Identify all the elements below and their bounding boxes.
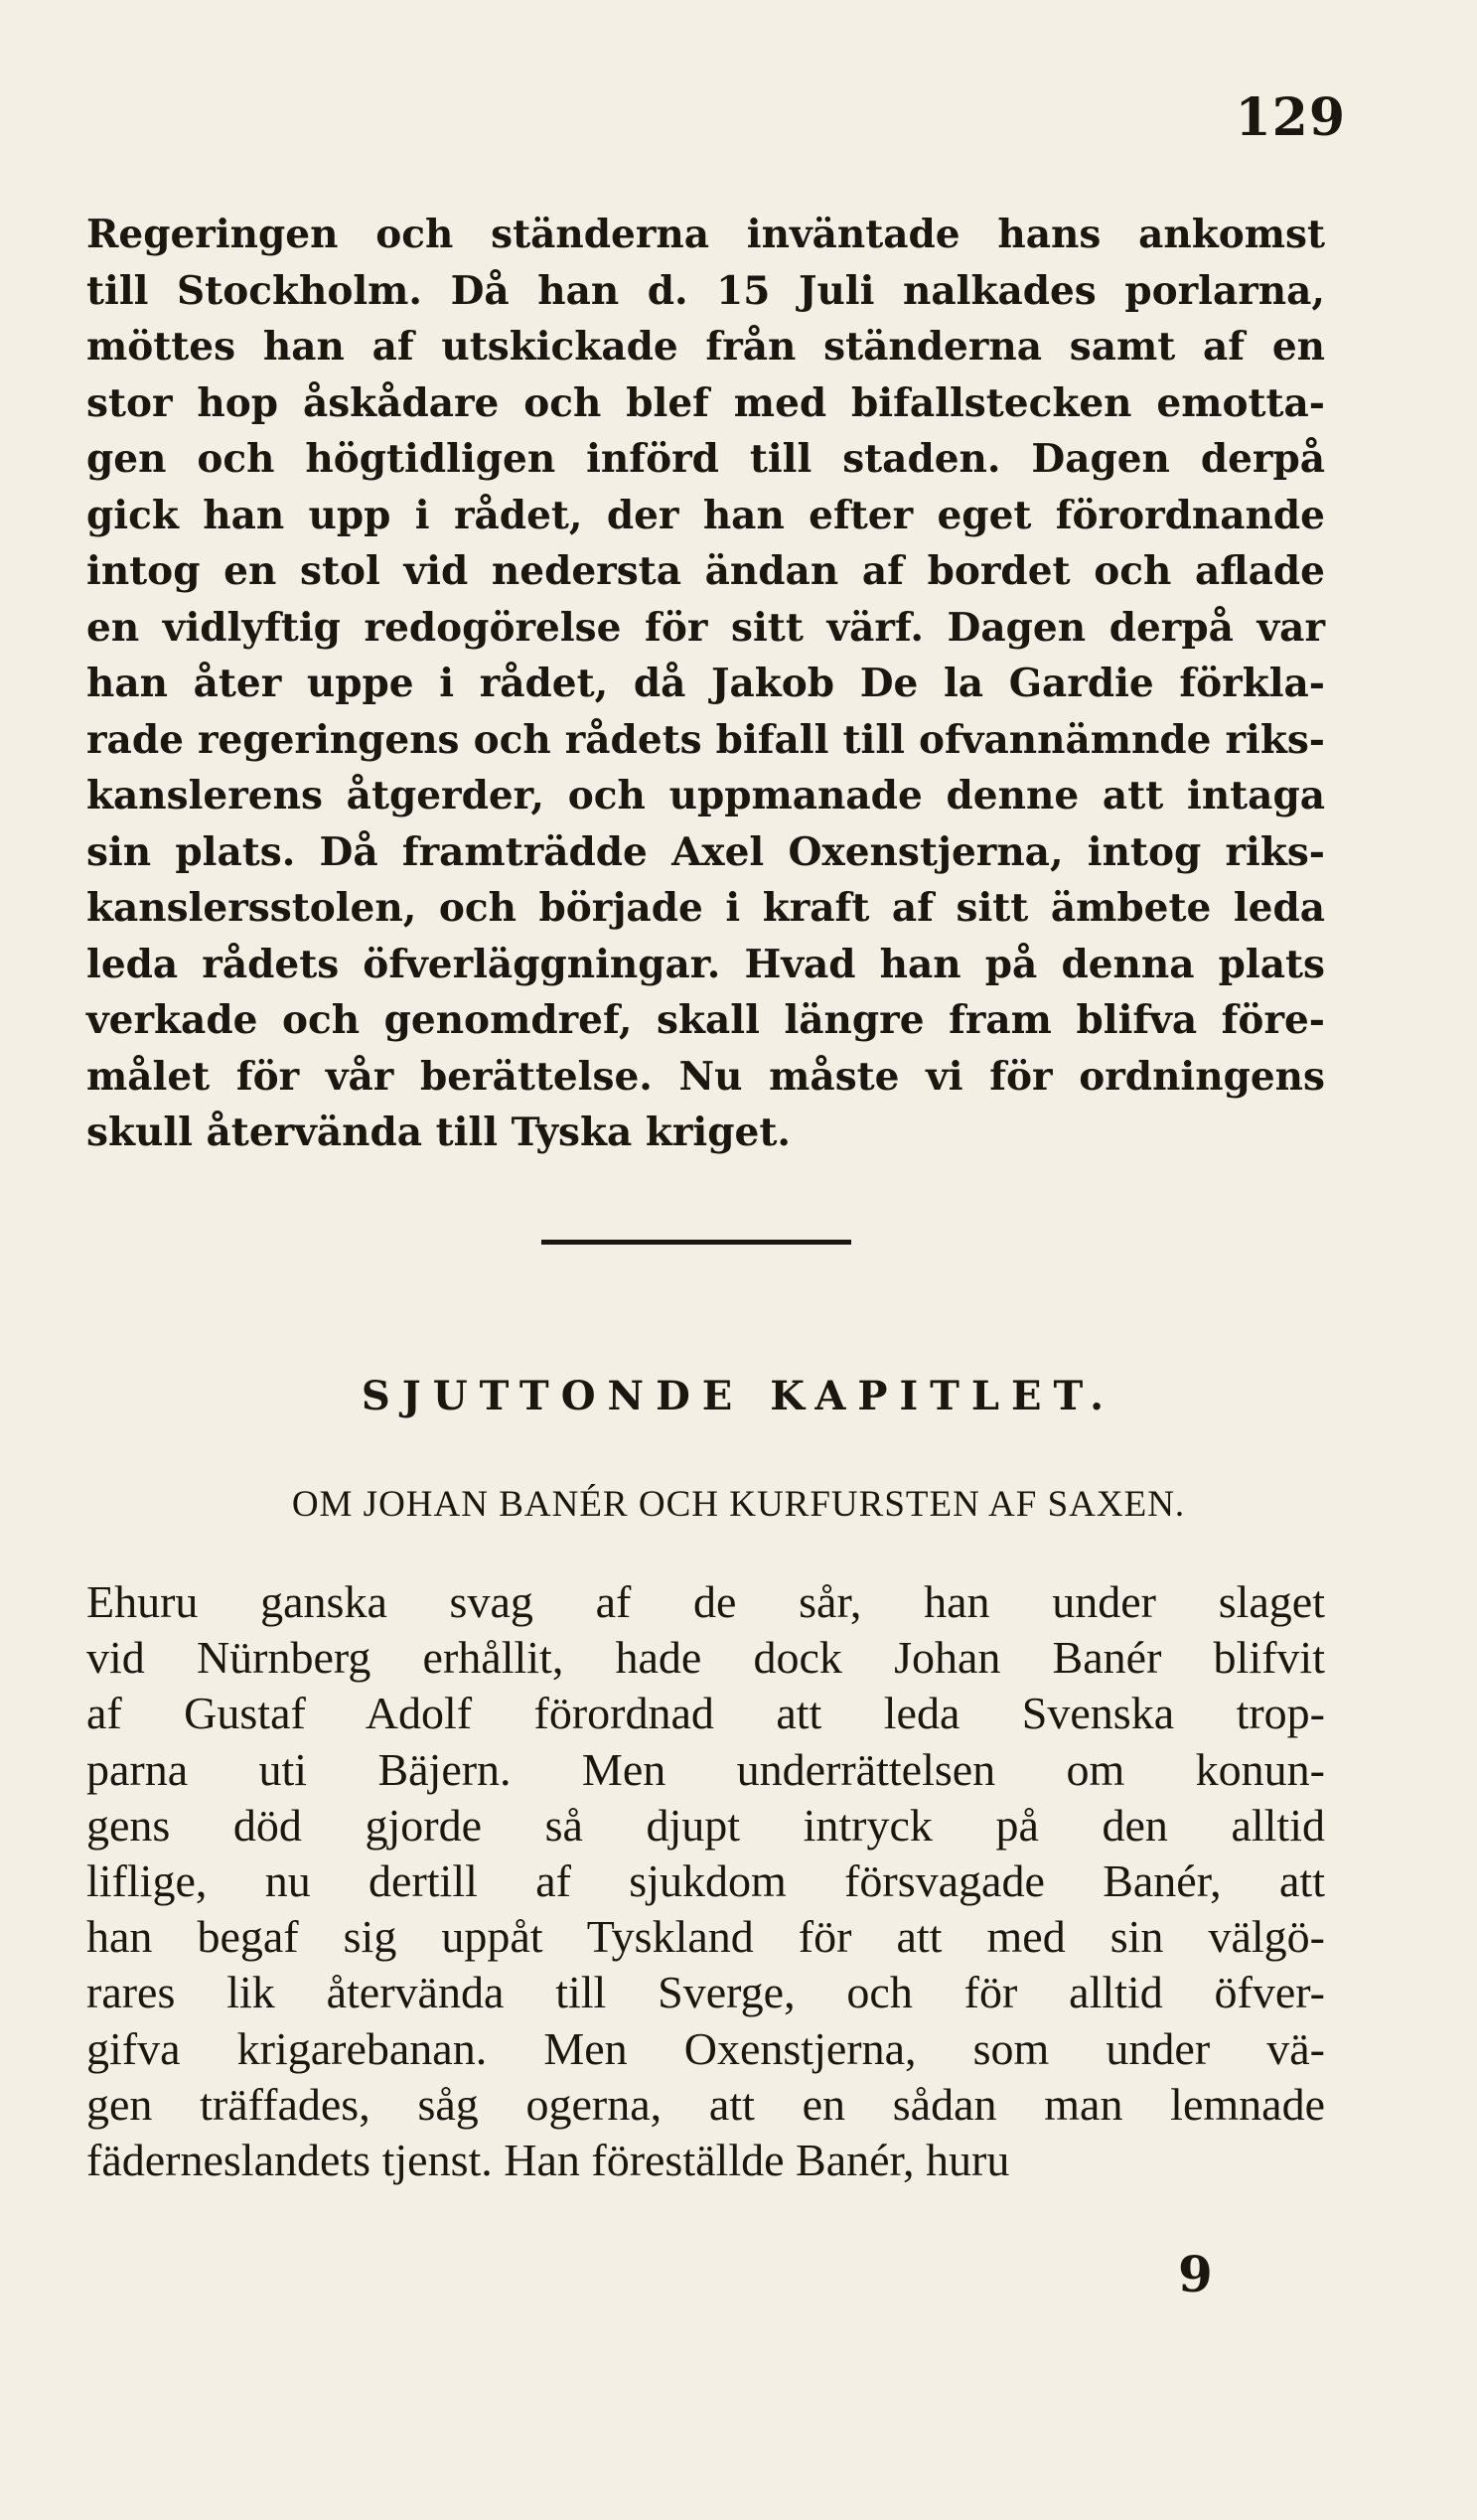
text-line: intog en stol vid nedersta ändan af bordet och aflade: [86, 548, 1325, 594]
page-number: 129: [1235, 87, 1346, 148]
text-line: leda rådets öfverläggningar. Hvad han på denna plats: [86, 941, 1325, 987]
text-line: en vidlyftig redogörelse för sitt värf. Dagen derpå var: [86, 604, 1325, 651]
text-line: målet för vår berättelse. Nu måste vi för ordningens: [86, 1053, 1325, 1100]
text-line: han begaf sig uppåt Tyskland för att med sin välgö-: [86, 1911, 1325, 1963]
text-line: gen och högtidligen införd till staden. Dagen derpå: [86, 436, 1325, 482]
chapter-title: SJUTTONDE KAPITLET.: [361, 1373, 1116, 1419]
text-line: stor hop åskådare och blef med bifallstecken emotta-: [86, 379, 1325, 426]
text-line: verkade och genomdref, skall längre fram blifva före-: [86, 997, 1325, 1043]
text-line: fäderneslandets tjenst. Han föreställde Banér, huru: [86, 2135, 1010, 2186]
text-line: till Stockholm. Då han d. 15 Juli nalkades porlarna,: [86, 267, 1325, 314]
text-line: rares lik återvända till Sverge, och för alltid öfver-: [86, 1967, 1325, 2018]
text-line: gen träffades, såg ogerna, att en sådan man lemnade: [86, 2078, 1325, 2130]
section-end-text: [86, 207, 1325, 1161]
text-line: vid Nürnberg erhållit, hade dock Johan Banér blifvit: [86, 1632, 1325, 1684]
text-line: gick han upp i rådet, der han efter eget förordnande: [86, 492, 1325, 538]
text-line: gifva krigarebanan. Men Oxenstjerna, som under vä-: [86, 2022, 1325, 2074]
signature-mark: 9: [1178, 2245, 1213, 2303]
text-line: kanslersstolen, och började i kraft af sitt ämbete leda: [86, 885, 1325, 931]
text-line: liflige, nu dertill af sjukdom försvagade Banér, att: [86, 1855, 1325, 1907]
section-divider: [541, 1240, 851, 1245]
text-line: skull återvända till Tyska kriget.: [86, 1110, 791, 1155]
chapter-body-text: [86, 1574, 1325, 2188]
text-line: sin plats. Då framträdde Axel Oxenstjerna, intog riks-: [86, 828, 1325, 875]
text-line: rade regeringens och rådets bifall till ofvannämnde riks-: [86, 716, 1325, 763]
text-line: Ehuru ganska svag af de sår, han under slaget: [86, 1576, 1325, 1627]
text-line: han åter uppe i rådet, då Jakob De la Gardie förkla-: [86, 661, 1325, 706]
chapter-subtitle: OM JOHAN BANÉR OCH KURFURSTEN AF SAXEN.: [291, 1484, 1186, 1525]
text-line: af Gustaf Adolf förordnad att leda Svenska trop-: [86, 1688, 1325, 1739]
text-line: Regeringen och ständerna inväntade hans ankomst: [86, 212, 1325, 257]
text-line: kanslerens åtgerder, och uppmanade denne att intaga: [86, 773, 1325, 818]
text-line: parna uti Bäjern. Men underrättelsen om konun-: [86, 1743, 1325, 1795]
text-line: möttes han af utskickade från ständerna samt af en: [86, 324, 1325, 370]
text-line: gens död gjorde så djupt intryck på den alltid: [86, 1799, 1325, 1851]
